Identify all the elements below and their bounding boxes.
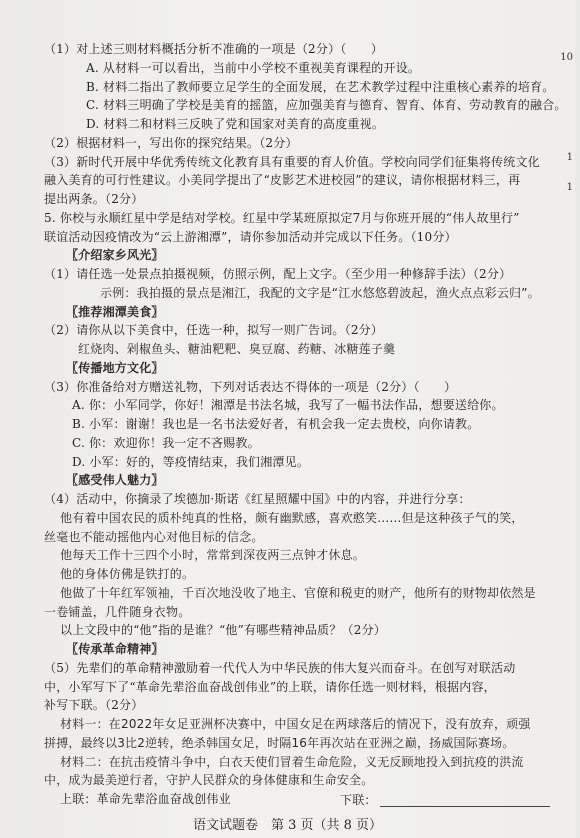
q5-4-excerpt-line3: 他每天工作十三四个小时，常常到深夜两三点钟才休息。 bbox=[60, 548, 366, 563]
q5-3-option-d: D. 小军：好的，等疫情结束，我们湘潭见。 bbox=[72, 454, 310, 469]
material-2-line2: 中，成为最美逆行者，守护人民群众的身体健康和生命安全。 bbox=[44, 773, 374, 788]
material-1-line2: 拼搏，最终以3比2逆转，绝杀韩国女足，时隔16年再次站在亚洲之巅，扬威国际赛场。 bbox=[44, 735, 515, 750]
q4-3-stem-line2: 融入美育的可行性建议。小美同学提出了“皮影艺术进校园”的建议，请你根据材料三，再 bbox=[44, 173, 521, 188]
q5-2-food-list: 红烧肉、剁椒鱼头、糖油粑粑、臭豆腐、药糖、冰糖莲子羹 bbox=[78, 342, 396, 356]
q5-1-stem: （1）请任选一处景点拍摄视频，仿照示例，配上文字。（至少用一种修辞手法）（2分） bbox=[44, 267, 512, 281]
q5-3-option-a: A. 你：小军同学，你好！湘潭是书法名城，我写了一幅书法作品，想要送给你。 bbox=[72, 398, 504, 413]
edge-mark-3: 1 bbox=[566, 182, 573, 193]
edge-mark-2: 1 bbox=[566, 152, 573, 163]
section-heading-food: 〖推荐湘潭美食〗 bbox=[66, 304, 164, 319]
q5-5-stem-line2: 中，小军写下了“革命先辈浴血奋战创伟业”的上联，请你任选一则材料，根据内容， bbox=[44, 679, 496, 694]
section-heading-spirit: 〖传承革命精神〗 bbox=[66, 642, 164, 656]
q5-4-question: 以上文段中的“他”指的是谁？“他”有哪些精神品质？（2分） bbox=[60, 623, 386, 638]
q5-intro-line1: 5. 你校与永顺红星中学是结对学校。红星中学某班原拟定7月与你班开展的“伟人故里行” bbox=[44, 210, 520, 225]
q5-4-excerpt-line6: 一卷铺盖，几件随身衣物。 bbox=[44, 604, 191, 619]
lower-couplet-answer-line[interactable] bbox=[380, 806, 550, 807]
q4-1-stem: （1）对上述三则材料概括分析不准确的一项是（2分）（ ） bbox=[44, 42, 384, 56]
section-heading-culture: 〖传播地方文化〗 bbox=[66, 360, 164, 375]
q4-1-option-d: D. 材料二和材料三反映了党和国家对美育的高度重视。 bbox=[86, 117, 385, 131]
q5-5-stem-line1: （5）先辈们的革命精神激励着一代代人为中华民族的伟大复兴而奋斗。在创写对联活动 bbox=[44, 660, 516, 675]
q5-1-example: 示例：我拍摄的景点是湘江，我配的文字是“江水悠悠碧波起，渔火点点彩云归”。 bbox=[100, 285, 540, 300]
q5-3-stem: （3）你准备给对方赠送礼物，下列对话表达不得体的一项是（2分）（ ） bbox=[44, 379, 457, 394]
page-footer: 语文试题卷 第 3 页（共 8 页） bbox=[192, 818, 383, 833]
section-heading-leader: 〖感受伟人魅力〗 bbox=[66, 473, 164, 488]
q5-4-excerpt-line1: 他有着中国农民的质朴纯真的性格，颇有幽默感，喜欢憨笑……但是这种孩子气的笑， bbox=[60, 510, 524, 525]
q5-5-stem-line3: 补写下联。（2分） bbox=[44, 698, 144, 713]
q5-3-option-c: C. 你：欢迎你！我一定不吝赐教。 bbox=[72, 435, 260, 450]
q4-2-stem: （2）根据材料一，写出你的探究结果。（2分） bbox=[44, 135, 298, 150]
q5-3-option-b: B. 小军：谢谢！我也是一名书法爱好者，有机会我一定去贵校，向你请教。 bbox=[72, 417, 480, 431]
q5-4-excerpt-line5: 他做了十年红军领袖，千百次地没收了地主、官僚和税吏的财产，他所有的财物却依然是 bbox=[60, 585, 536, 600]
material-2-line1: 材料二：在抗击疫情斗争中，白衣天使们冒着生命危险，义无反顾地投入到抗疫的洪流 bbox=[60, 754, 524, 769]
q5-intro-line2: 联谊活动因疫情改为“云上游湘潭”，请你参加活动并完成以下任务。（10分） bbox=[44, 229, 457, 244]
q5-2-stem: （2）请你从以下美食中，任选一种，拟写一则广告词。（2分） bbox=[44, 323, 384, 338]
q5-4-excerpt-line4: 他的身体仿佛是铁打的。 bbox=[60, 567, 195, 581]
q4-3-stem-line1: （3）新时代开展中华优秀传统文化教育具有重要的育人价值。学校向同学们征集将传统文化 bbox=[44, 154, 540, 169]
q4-1-option-b: B. 材料二指出了教师要立足学生的全面发展，在艺术教学过程中注重核心素养的培育。 bbox=[86, 79, 555, 94]
q4-1-option-c: C. 材料三明确了学校是美育的摇篮，应加强美育与德育、智育、体育、劳动教育的融合。 bbox=[86, 98, 567, 113]
edge-mark-1: 10 bbox=[560, 52, 573, 63]
q4-3-stem-line3: 提出两条。（2分） bbox=[44, 192, 144, 206]
section-heading-scenery: 〖介绍家乡风光〗 bbox=[66, 248, 164, 263]
q5-4-stem: （4）活动中，你摘录了埃德加·斯诺《红星照耀中国》中的内容，并进行分享： bbox=[44, 492, 471, 506]
q5-4-excerpt-line2: 丝毫也不能动摇他内心对他目标的信念。 bbox=[44, 529, 264, 544]
lower-couplet-label: 下联： bbox=[340, 793, 377, 807]
material-1-line1: 材料一：在2022年女足亚洲杯决赛中，中国女足在两球落后的情况下，没有放弃，顽强 bbox=[60, 717, 531, 731]
q4-1-option-a: A. 从材料一可以看出，当前中小学校不重视美育课程的开设。 bbox=[86, 60, 421, 75]
upper-couplet: 上联：革命先辈浴血奋战创伟业 bbox=[60, 792, 231, 806]
